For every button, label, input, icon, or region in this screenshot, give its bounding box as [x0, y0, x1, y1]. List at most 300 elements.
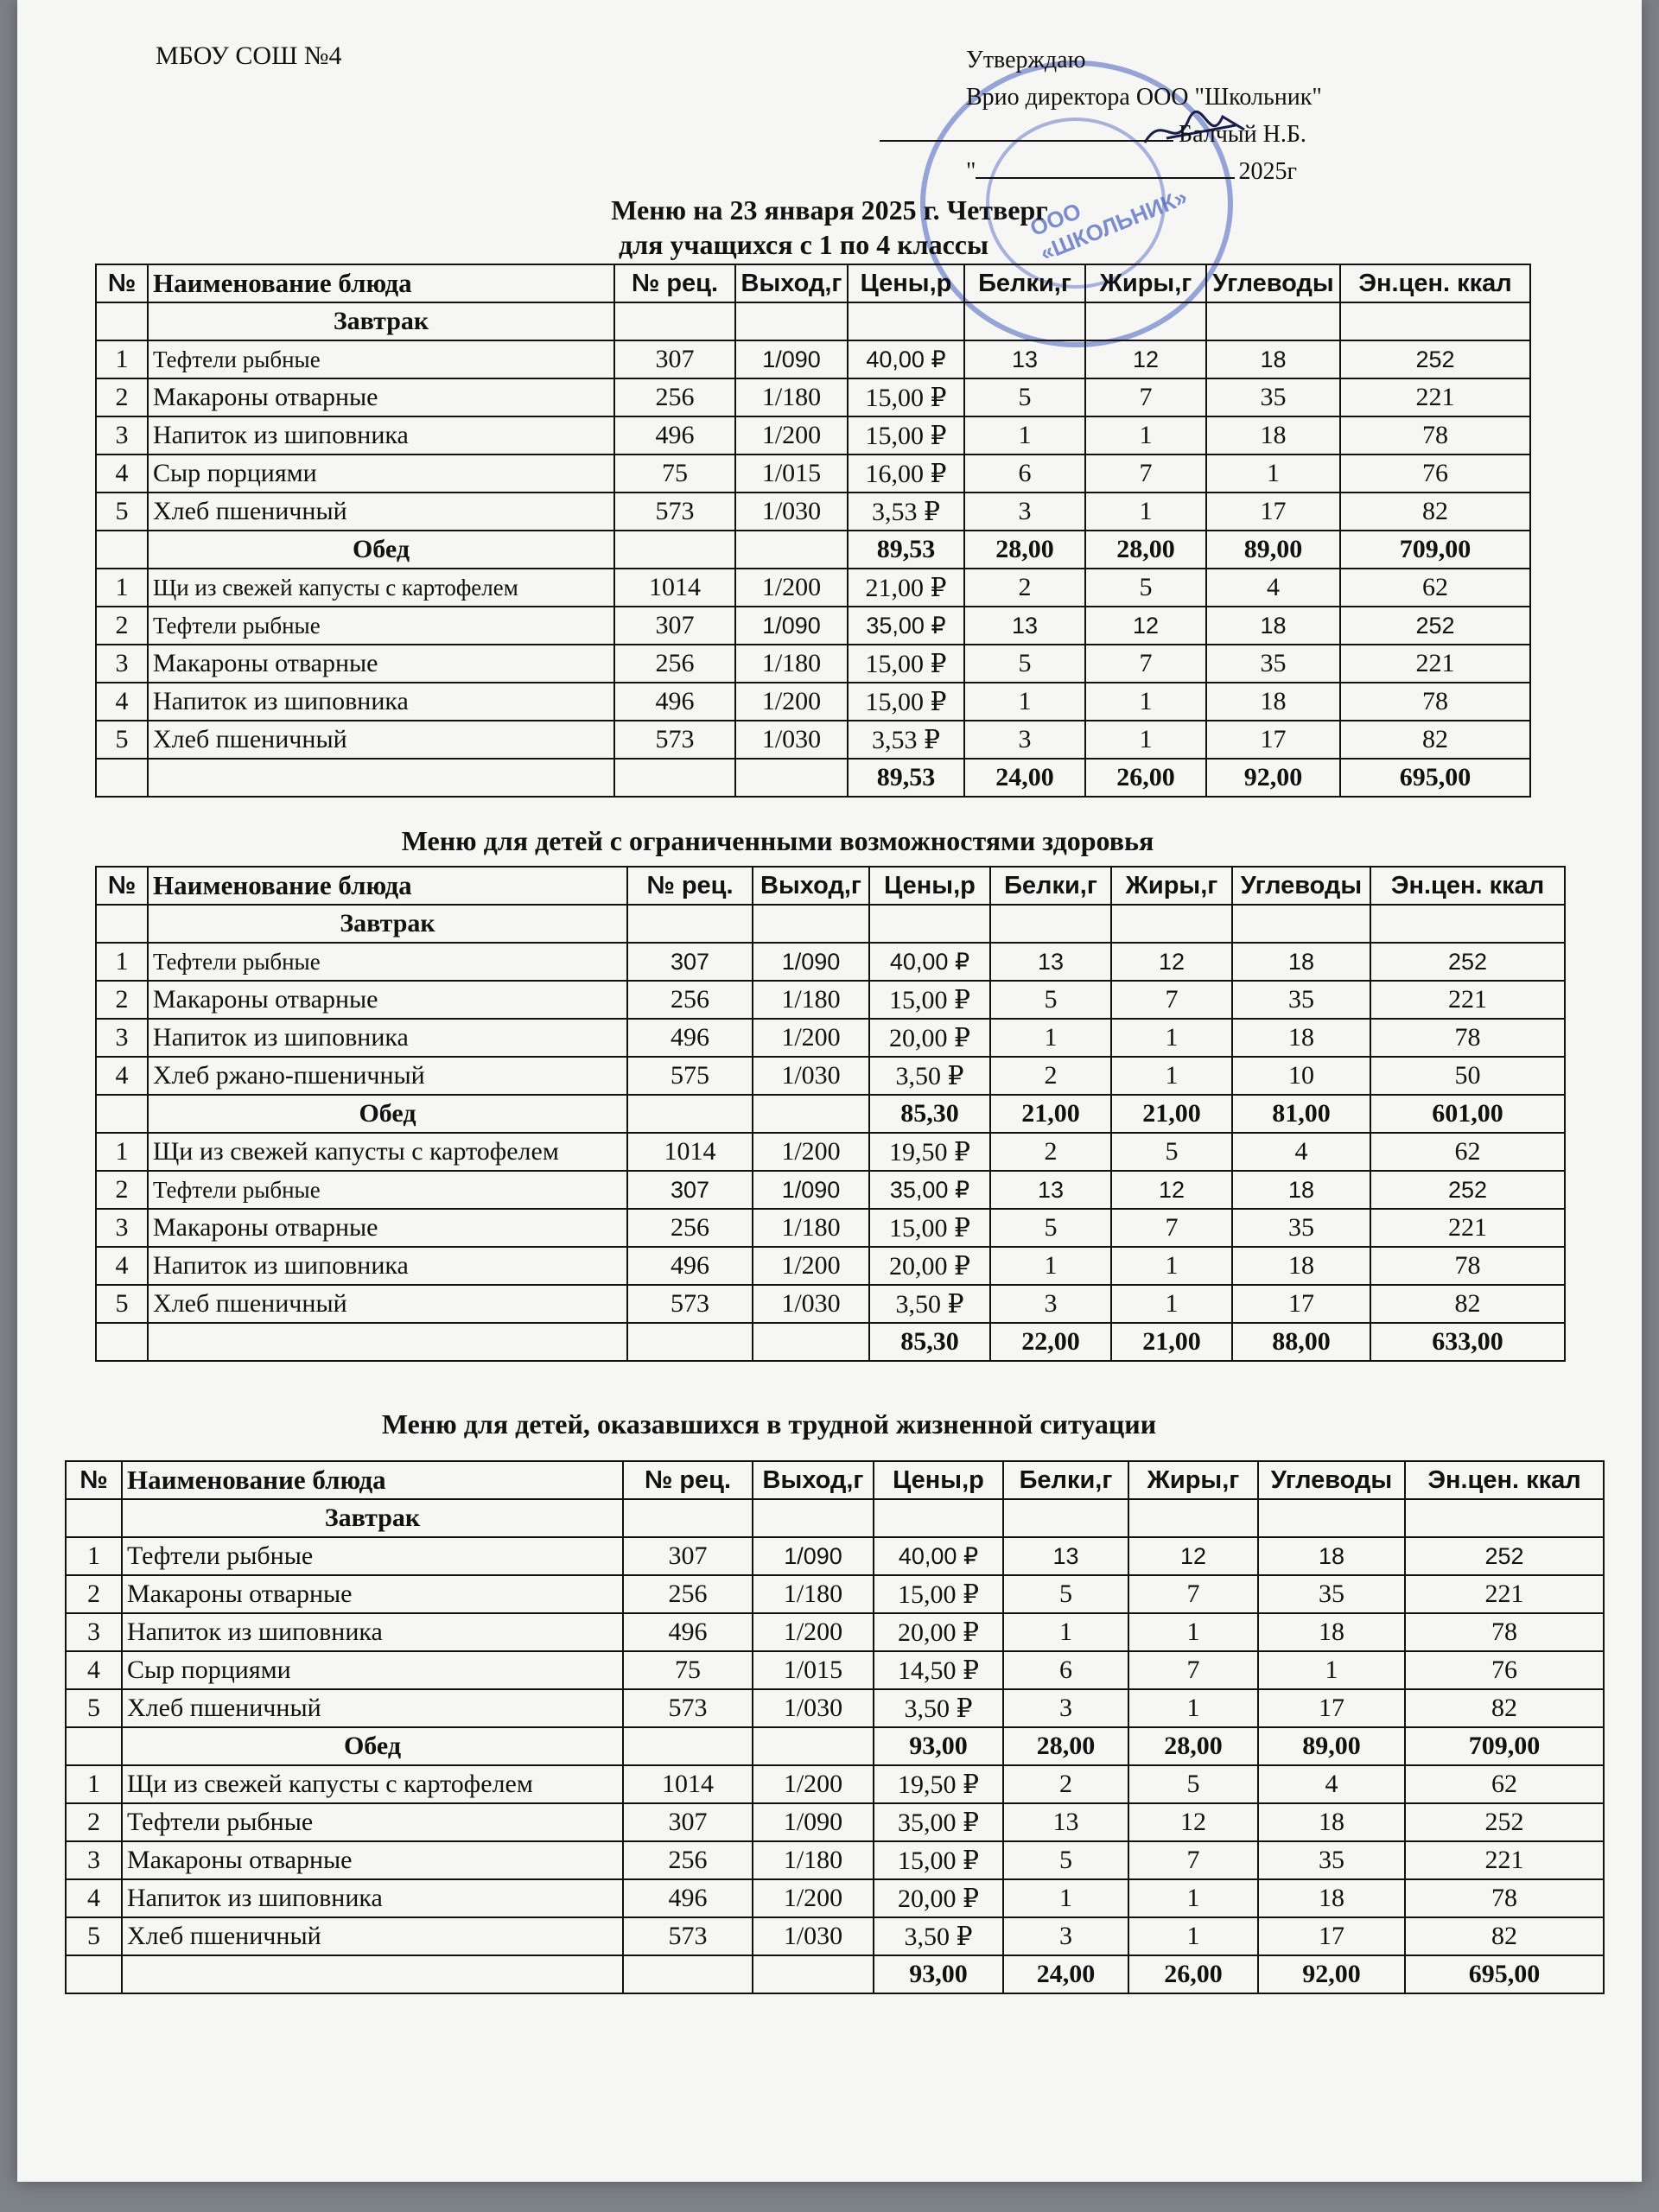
cell-fat: 12	[1128, 1803, 1258, 1841]
cell-out: 1/180	[753, 1575, 874, 1613]
total-energy: 601,00	[1370, 1095, 1565, 1133]
col-price: Цены,р	[848, 264, 964, 302]
cell-carbs: 18	[1206, 340, 1340, 378]
section-row-lunch	[66, 1727, 1604, 1765]
cell-energy: 78	[1340, 416, 1530, 454]
cell-fat: 5	[1111, 1133, 1232, 1171]
cell-n: 2	[96, 378, 148, 416]
cell-name: Сыр порциями	[148, 454, 614, 493]
cell-price: 40,00 ₽	[869, 943, 990, 981]
cell-out: 1/200	[735, 416, 848, 454]
total-carbs: 89,00	[1258, 1727, 1405, 1765]
cell-energy: 221	[1405, 1841, 1604, 1879]
col-price: Цены,р	[874, 1461, 1003, 1499]
cell-price: 40,00 ₽	[848, 340, 964, 378]
cell-fat: 1	[1085, 683, 1206, 721]
cell-fat: 1	[1085, 493, 1206, 531]
cell-rec: 256	[623, 1575, 753, 1613]
cell-n: 2	[66, 1575, 122, 1613]
col-energy: Эн.цен. ккал	[1405, 1461, 1604, 1499]
cell-rec: 75	[614, 454, 735, 493]
cell-price: 20,00 ₽	[874, 1879, 1003, 1917]
cell-carbs: 18	[1258, 1537, 1405, 1575]
menu-table-difficult-situation	[65, 1460, 1605, 1994]
table-row	[96, 721, 1530, 759]
cell-rec: 307	[627, 1171, 753, 1209]
cell-name: Напиток из шиповника	[148, 416, 614, 454]
cell-carbs: 18	[1232, 1171, 1370, 1209]
cell-energy: 76	[1340, 454, 1530, 493]
table-row	[66, 1613, 1604, 1651]
cell-carbs: 10	[1232, 1057, 1370, 1095]
cell-protein: 13	[1003, 1537, 1128, 1575]
cell-n: 5	[96, 721, 148, 759]
cell-price: 20,00 ₽	[869, 1247, 990, 1285]
cell-protein: 3	[1003, 1917, 1128, 1955]
cell-energy: 76	[1405, 1651, 1604, 1689]
cell-protein: 3	[990, 1285, 1111, 1323]
cell-name: Хлеб пшеничный	[148, 721, 614, 759]
cell-n: 1	[96, 340, 148, 378]
cell-rec: 1014	[614, 569, 735, 607]
approver-name: Балчый Н.Б.	[1179, 121, 1306, 148]
cell-energy: 252	[1405, 1803, 1604, 1841]
cell-energy: 78	[1370, 1247, 1565, 1285]
cell-n: 4	[96, 454, 148, 493]
cell-out: 1/200	[735, 569, 848, 607]
cell-protein: 1	[964, 416, 1085, 454]
cell-rec: 75	[623, 1651, 753, 1689]
cell-energy: 221	[1370, 981, 1565, 1019]
cell-name: Напиток из шиповника	[122, 1879, 623, 1917]
cell-energy: 82	[1405, 1917, 1604, 1955]
cell-rec: 307	[623, 1803, 753, 1841]
cell-carbs: 35	[1258, 1575, 1405, 1613]
cell-protein: 13	[964, 607, 1085, 645]
col-carbs: Углеводы	[1206, 264, 1340, 302]
cell-energy: 62	[1370, 1133, 1565, 1171]
cell-energy: 82	[1405, 1689, 1604, 1727]
cell-out: 1/090	[753, 1537, 874, 1575]
approve-date-line	[966, 153, 1322, 190]
cell-protein: 1	[1003, 1613, 1128, 1651]
table-row	[96, 645, 1530, 683]
cell-protein: 1	[964, 683, 1085, 721]
cell-protein: 2	[990, 1133, 1111, 1171]
cell-fat: 12	[1111, 1171, 1232, 1209]
total-carbs: 92,00	[1206, 759, 1340, 797]
table-row	[96, 1171, 1565, 1209]
cell-out: 1/030	[753, 1285, 869, 1323]
cell-fat: 7	[1128, 1841, 1258, 1879]
section-label: Завтрак	[148, 302, 614, 340]
cell-protein: 5	[990, 981, 1111, 1019]
section3-title: Меню для детей, оказавшихся в трудной жизненной ситуации	[381, 1408, 1157, 1440]
cell-energy: 78	[1340, 683, 1530, 721]
cell-rec: 256	[623, 1841, 753, 1879]
col-protein: Белки,г	[1003, 1461, 1128, 1499]
cell-name: Тефтели рыбные	[148, 340, 614, 378]
cell-energy: 252	[1405, 1537, 1604, 1575]
cell-n: 4	[96, 1057, 148, 1095]
total-energy: 709,00	[1405, 1727, 1604, 1765]
table-row	[96, 1019, 1565, 1057]
section-label: Завтрак	[148, 905, 627, 943]
cell-n: 2	[96, 981, 148, 1019]
section-row-breakfast	[96, 905, 1565, 943]
cell-rec: 573	[614, 721, 735, 759]
cell-name: Тефтели рыбные	[148, 607, 614, 645]
cell-energy: 252	[1370, 943, 1565, 981]
cell-fat: 1	[1085, 721, 1206, 759]
col-protein: Белки,г	[990, 867, 1111, 905]
section-label: Обед	[148, 531, 614, 569]
cell-carbs: 17	[1206, 493, 1340, 531]
cell-fat: 1	[1128, 1613, 1258, 1651]
cell-name: Щи из свежей капусты с картофелем	[148, 569, 614, 607]
cell-protein: 13	[1003, 1803, 1128, 1841]
cell-price: 19,50 ₽	[869, 1133, 990, 1171]
table-row	[96, 416, 1530, 454]
total-energy: 633,00	[1370, 1323, 1565, 1361]
cell-n: 4	[96, 683, 148, 721]
total-protein: 28,00	[964, 531, 1085, 569]
total-protein: 21,00	[990, 1095, 1111, 1133]
col-number: №	[96, 867, 148, 905]
cell-n: 2	[96, 1171, 148, 1209]
cell-name: Хлеб пшеничный	[122, 1917, 623, 1955]
cell-name: Хлеб ржано-пшеничный	[148, 1057, 627, 1095]
table-row	[66, 1651, 1604, 1689]
cell-rec: 573	[623, 1689, 753, 1727]
section-label: Завтрак	[122, 1499, 623, 1537]
col-output: Выход,г	[753, 1461, 874, 1499]
cell-rec: 307	[623, 1537, 753, 1575]
col-output: Выход,г	[753, 867, 869, 905]
cell-price: 35,00 ₽	[869, 1171, 990, 1209]
cell-rec: 256	[627, 1209, 753, 1247]
total-carbs: 89,00	[1206, 531, 1340, 569]
stamp-text: ООО «ШКОЛЬНИК»	[1026, 183, 1192, 266]
cell-n: 4	[96, 1247, 148, 1285]
cell-energy: 62	[1340, 569, 1530, 607]
cell-protein: 2	[964, 569, 1085, 607]
cell-n: 2	[96, 607, 148, 645]
col-output: Выход,г	[735, 264, 848, 302]
cell-price: 16,00 ₽	[848, 454, 964, 493]
cell-rec: 573	[627, 1285, 753, 1323]
col-fat: Жиры,г	[1128, 1461, 1258, 1499]
cell-energy: 82	[1340, 493, 1530, 531]
cell-price: 15,00 ₽	[869, 1209, 990, 1247]
total-carbs: 88,00	[1232, 1323, 1370, 1361]
cell-n: 4	[66, 1879, 122, 1917]
table-row	[96, 378, 1530, 416]
col-energy: Эн.цен. ккал	[1370, 867, 1565, 905]
cell-fat: 5	[1128, 1765, 1258, 1803]
cell-n: 1	[66, 1765, 122, 1803]
cell-price: 14,50 ₽	[874, 1651, 1003, 1689]
cell-name: Напиток из шиповника	[148, 1019, 627, 1057]
table-row	[66, 1841, 1604, 1879]
total-price: 89,53	[848, 759, 964, 797]
col-carbs: Углеводы	[1232, 867, 1370, 905]
cell-price: 3,50 ₽	[874, 1917, 1003, 1955]
col-dish-name: Наименование блюда	[122, 1461, 623, 1499]
total-energy: 695,00	[1405, 1955, 1604, 1993]
cell-fat: 1	[1128, 1917, 1258, 1955]
cell-price: 3,50 ₽	[869, 1057, 990, 1095]
cell-name: Макароны отварные	[148, 378, 614, 416]
cell-fat: 12	[1111, 943, 1232, 981]
cell-rec: 496	[623, 1613, 753, 1651]
cell-energy: 221	[1340, 378, 1530, 416]
cell-carbs: 17	[1232, 1285, 1370, 1323]
table-row	[96, 683, 1530, 721]
table-row	[66, 1917, 1604, 1955]
cell-out: 1/030	[753, 1057, 869, 1095]
col-carbs: Углеводы	[1258, 1461, 1405, 1499]
table-row	[66, 1537, 1604, 1575]
cell-rec: 1014	[623, 1765, 753, 1803]
cell-out: 1/015	[735, 454, 848, 493]
cell-price: 3,50 ₽	[869, 1285, 990, 1323]
table-row	[66, 1575, 1604, 1613]
cell-out: 1/030	[735, 493, 848, 531]
cell-price: 20,00 ₽	[869, 1019, 990, 1057]
approval-block	[966, 41, 1322, 190]
total-row-lunch	[96, 1323, 1565, 1361]
cell-name: Тефтели рыбные	[122, 1537, 623, 1575]
cell-energy: 252	[1370, 1171, 1565, 1209]
total-fat: 26,00	[1085, 759, 1206, 797]
col-number: №	[96, 264, 148, 302]
cell-rec: 307	[627, 943, 753, 981]
cell-fat: 7	[1128, 1651, 1258, 1689]
cell-fat: 1	[1128, 1879, 1258, 1917]
cell-carbs: 35	[1206, 378, 1340, 416]
total-energy: 709,00	[1340, 531, 1530, 569]
date-year: 2025г	[1238, 158, 1297, 185]
cell-name: Хлеб пшеничный	[148, 1285, 627, 1323]
cell-protein: 13	[990, 943, 1111, 981]
total-fat: 21,00	[1111, 1323, 1232, 1361]
menu-title: Меню на 23 января 2025 г. Четверг	[611, 194, 1048, 226]
cell-rec: 1014	[627, 1133, 753, 1171]
table-header-row	[66, 1461, 1604, 1499]
cell-rec: 256	[627, 981, 753, 1019]
cell-energy: 252	[1340, 607, 1530, 645]
total-protein: 28,00	[1003, 1727, 1128, 1765]
cell-rec: 256	[614, 378, 735, 416]
col-price: Цены,р	[869, 867, 990, 905]
cell-out: 1/180	[753, 981, 869, 1019]
col-number: №	[66, 1461, 122, 1499]
table-row	[96, 493, 1530, 531]
cell-n: 5	[96, 493, 148, 531]
section-row-lunch	[96, 531, 1530, 569]
cell-carbs: 18	[1232, 1019, 1370, 1057]
cell-energy: 78	[1405, 1879, 1604, 1917]
table-row	[96, 340, 1530, 378]
section-row-lunch	[96, 1095, 1565, 1133]
cell-fat: 1	[1111, 1057, 1232, 1095]
col-fat: Жиры,г	[1085, 264, 1206, 302]
cell-carbs: 35	[1232, 981, 1370, 1019]
cell-energy: 82	[1340, 721, 1530, 759]
cell-name: Макароны отварные	[122, 1841, 623, 1879]
cell-name: Тефтели рыбные	[122, 1803, 623, 1841]
total-row-lunch	[66, 1955, 1604, 1993]
cell-price: 15,00 ₽	[874, 1841, 1003, 1879]
col-dish-name: Наименование блюда	[148, 264, 614, 302]
document-page	[17, 0, 1642, 2182]
total-price: 85,30	[869, 1323, 990, 1361]
cell-n: 1	[96, 943, 148, 981]
table-row	[66, 1765, 1604, 1803]
table-row	[96, 569, 1530, 607]
total-fat: 26,00	[1128, 1955, 1258, 1993]
cell-price: 21,00 ₽	[848, 569, 964, 607]
table-row	[96, 1247, 1565, 1285]
cell-rec: 256	[614, 645, 735, 683]
table-row	[66, 1879, 1604, 1917]
cell-n: 1	[66, 1537, 122, 1575]
cell-carbs: 35	[1258, 1841, 1405, 1879]
cell-carbs: 18	[1206, 607, 1340, 645]
cell-out: 1/200	[753, 1133, 869, 1171]
menu-subtitle: для учащихся с 1 по 4 классы	[619, 229, 988, 260]
table-header-row	[96, 264, 1530, 302]
cell-price: 15,00 ₽	[848, 683, 964, 721]
section-row-breakfast	[96, 302, 1530, 340]
cell-price: 19,50 ₽	[874, 1765, 1003, 1803]
cell-fat: 1	[1085, 416, 1206, 454]
cell-protein: 3	[964, 721, 1085, 759]
cell-carbs: 18	[1258, 1803, 1405, 1841]
cell-n: 1	[96, 569, 148, 607]
total-fat: 21,00	[1111, 1095, 1232, 1133]
total-carbs: 81,00	[1232, 1095, 1370, 1133]
cell-carbs: 4	[1258, 1765, 1405, 1803]
table-header-row	[96, 867, 1565, 905]
cell-carbs: 4	[1206, 569, 1340, 607]
approve-position: Врио директора ООО "Школьник"	[966, 84, 1322, 111]
cell-rec: 496	[623, 1879, 753, 1917]
col-recipe: № рец.	[627, 867, 753, 905]
section-label: Обед	[122, 1727, 623, 1765]
total-protein: 24,00	[964, 759, 1085, 797]
cell-name: Хлеб пшеничный	[122, 1689, 623, 1727]
cell-n: 2	[66, 1803, 122, 1841]
cell-n: 3	[66, 1841, 122, 1879]
total-price: 93,00	[874, 1955, 1003, 1993]
cell-fat: 1	[1111, 1247, 1232, 1285]
col-recipe: № рец.	[623, 1461, 753, 1499]
col-fat: Жиры,г	[1111, 867, 1232, 905]
table-row	[96, 454, 1530, 493]
school-name: МБОУ СОШ №4	[156, 41, 342, 70]
cell-out: 1/030	[753, 1689, 874, 1727]
cell-price: 15,00 ₽	[848, 378, 964, 416]
cell-carbs: 35	[1232, 1209, 1370, 1247]
cell-fat: 7	[1128, 1575, 1258, 1613]
cell-name: Напиток из шиповника	[148, 683, 614, 721]
cell-protein: 6	[1003, 1651, 1128, 1689]
cell-name: Напиток из шиповника	[148, 1247, 627, 1285]
cell-out: 1/030	[753, 1917, 874, 1955]
cell-protein: 13	[990, 1171, 1111, 1209]
cell-price: 35,00 ₽	[848, 607, 964, 645]
cell-n: 3	[66, 1613, 122, 1651]
cell-fat: 1	[1111, 1019, 1232, 1057]
cell-fat: 1	[1111, 1285, 1232, 1323]
cell-name: Напиток из шиповника	[122, 1613, 623, 1651]
total-protein: 22,00	[990, 1323, 1111, 1361]
cell-price: 35,00 ₽	[874, 1803, 1003, 1841]
cell-price: 15,00 ₽	[848, 645, 964, 683]
cell-fat: 12	[1128, 1537, 1258, 1575]
cell-energy: 50	[1370, 1057, 1565, 1095]
cell-price: 15,00 ₽	[848, 416, 964, 454]
cell-rec: 307	[614, 607, 735, 645]
table-row	[66, 1689, 1604, 1727]
cell-out: 1/200	[753, 1879, 874, 1917]
table-row	[96, 1209, 1565, 1247]
total-fat: 28,00	[1128, 1727, 1258, 1765]
cell-carbs: 1	[1206, 454, 1340, 493]
cell-rec: 496	[614, 416, 735, 454]
cell-n: 3	[96, 645, 148, 683]
cell-fat: 7	[1111, 981, 1232, 1019]
total-price: 93,00	[874, 1727, 1003, 1765]
cell-rec: 496	[627, 1019, 753, 1057]
cell-protein: 5	[1003, 1841, 1128, 1879]
cell-carbs: 18	[1232, 943, 1370, 981]
cell-name: Макароны отварные	[122, 1575, 623, 1613]
cell-fat: 7	[1085, 378, 1206, 416]
cell-name: Сыр порциями	[122, 1651, 623, 1689]
section-row-breakfast	[66, 1499, 1604, 1537]
table-row	[96, 1057, 1565, 1095]
cell-price: 3,53 ₽	[848, 493, 964, 531]
cell-out: 1/090	[753, 1803, 874, 1841]
cell-out: 1/090	[735, 340, 848, 378]
total-energy: 695,00	[1340, 759, 1530, 797]
total-protein: 24,00	[1003, 1955, 1128, 1993]
cell-price: 15,00 ₽	[874, 1575, 1003, 1613]
cell-protein: 1	[1003, 1879, 1128, 1917]
cell-protein: 5	[964, 378, 1085, 416]
total-price: 85,30	[869, 1095, 990, 1133]
cell-protein: 2	[990, 1057, 1111, 1095]
cell-protein: 1	[990, 1247, 1111, 1285]
col-energy: Эн.цен. ккал	[1340, 264, 1530, 302]
cell-name: Щи из свежей капусты с картофелем	[122, 1765, 623, 1803]
cell-energy: 78	[1370, 1019, 1565, 1057]
cell-name: Макароны отварные	[148, 981, 627, 1019]
cell-energy: 252	[1340, 340, 1530, 378]
cell-protein: 3	[964, 493, 1085, 531]
menu-table-grades-1-4	[95, 264, 1531, 798]
total-row-lunch	[96, 759, 1530, 797]
cell-fat: 5	[1085, 569, 1206, 607]
cell-energy: 82	[1370, 1285, 1565, 1323]
table-row	[96, 1133, 1565, 1171]
cell-price: 20,00 ₽	[874, 1613, 1003, 1651]
approve-signature-line	[966, 116, 1322, 153]
cell-rec: 573	[614, 493, 735, 531]
